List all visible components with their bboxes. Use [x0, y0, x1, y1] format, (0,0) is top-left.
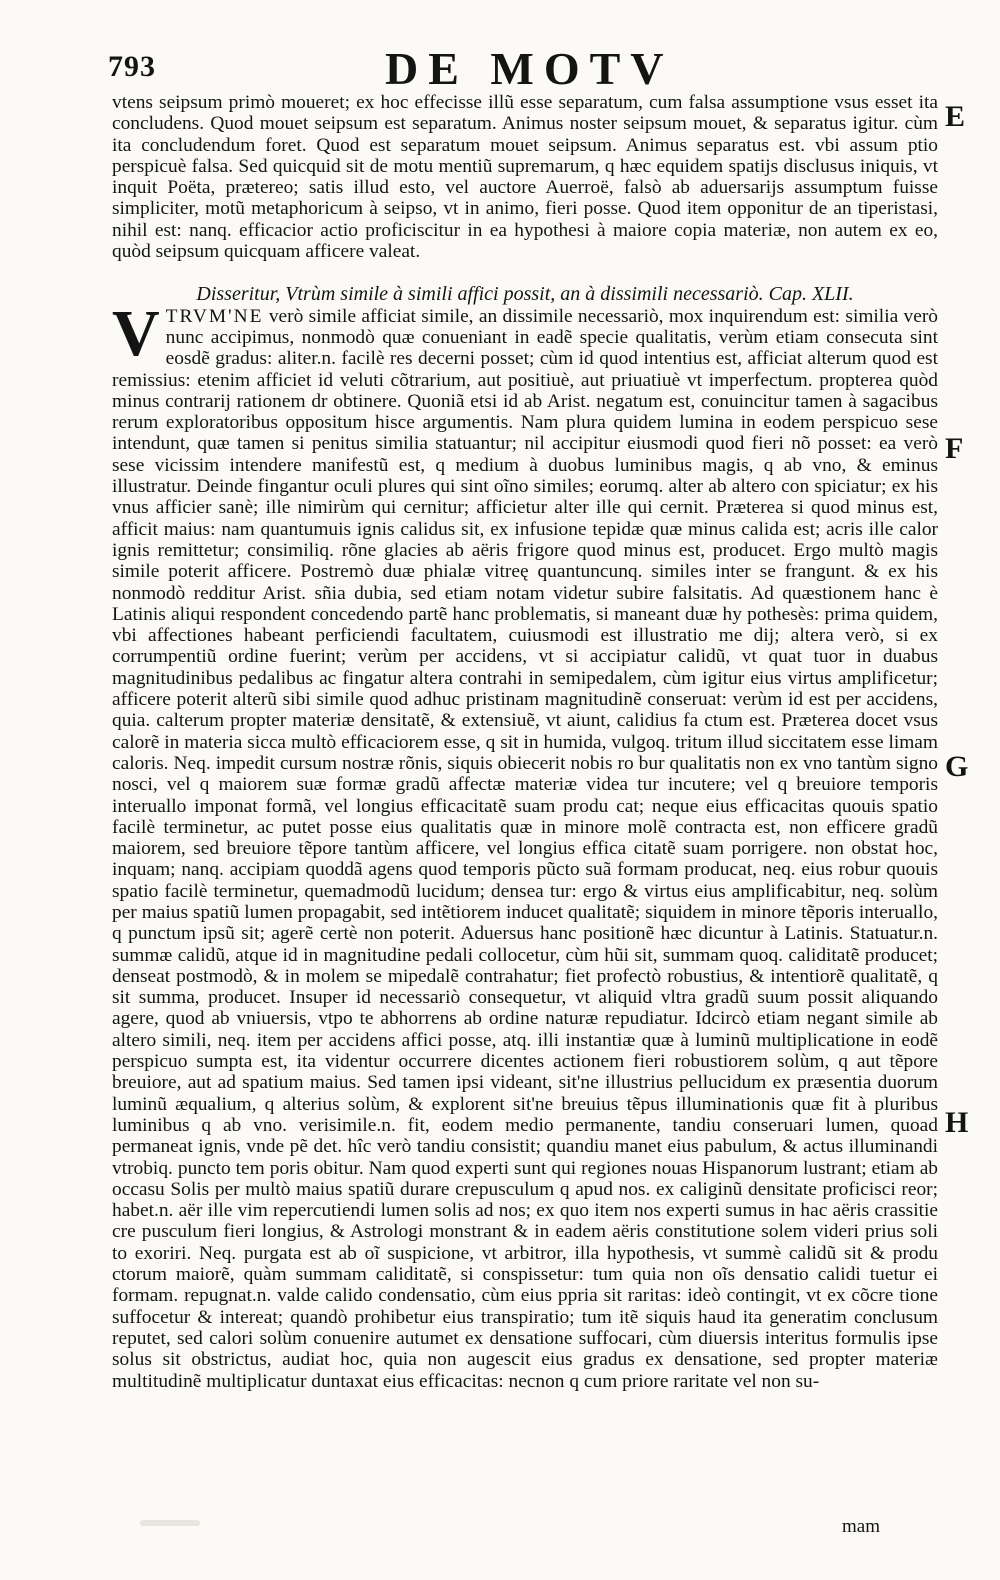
dropcap: V — [112, 296, 160, 370]
second-paragraph-text: verò simile afficiat simile, an dissimile necessariò, mox inquirendum est: similia verò nunc accipimus, nonmodò quæ conueniant in eadẽ specie qualitatis, verùm etiam consecuta sint eosdẽ gradus: aliter.n. facilè res decerni posset; cùm id quod intentius est, afficiat alterum quod est remissius: etenim afficiet id veluti cõtrarium, aut positiuè, aut priuatiuè vt imperfectum. propterea quòd minus contrarij rationem dr obtinere. Quoniã etsi id ab Arist. negatum est, conuincitur tamen à sagacibus rerum exploratoribus oppositum hisce argumentis. Nam plura quidem lumina in eodem perspicuo sese intendunt, quæ tamen si penitus similia statuantur; nil accipitur eiusmodi quod fieri nõ posset: ea verò sese vicissim intendere manifestũ est, q medium à duobus luminibus magis, q ab vno, & eminus illustratur. Deinde fingantur oculi plures qui sint oĩno similes; eorumq. alter ab altero con spiciatur; ex his vnus afficier sanè; ille nimirùm qui cernitur; afficietur alter ille qui cernit. Præterea si quod minus est, afficit maius: nam quantumuis ignis calidus sit, ex infusione tepidæ quæ minus calida est; acris ille calor ignis remittetur; consimiliq. rõne glacies ab aëris frigore quod minus est, producet. Ergo multò magis simile poterit afficere. Postremò duæ phialæ vitreę quantuncunq. similes inter se frangunt. & ex his nonmodò redditur Arist. sñia dubia, sed etiam notam videtur subire falsitatis. Ad quæstionem hanc è Latinis aliqui respondent concedendo partẽ hanc problematis, si maneant duæ hy pothesès: prima quidem, vbi affectiones habeant perficiendi facultatem, cuiusmodi est illustratio me dij; altera verò, si ex corrumpentiũ ordine fuerint; verùm per accidens, vt si accipiatur calidũ, vt quat tuor in duabus magnitudinibus pedalibus ac fingatur altera contrahi in semipedalem, cùm igitur eius virtus amplificetur; afficere poterit alterũ sibi simile quod adhuc pristinam magnitudinẽ conseruat: verùm id est per accidens, quia. calterum propter materiæ densitatẽ, & extensiuẽ, vt aiunt, calidius fa ctum est. Præterea docet vsus calorẽ in materia sicca multò efficaciorem esse, q sit in humida, vulgoq. tritum illud siccitatem esse limam caloris. Neq. impedit cursum nostræ rõnis, siquis obiecerit nobis ro bur qualitatis non ex vno tantùm signo nosci, vel q maiorem suæ formæ gradũ affectæ materiæ videa tur incutere; vel q breuiore temporis interuallo imponat formã, vel longius efficacitatẽ suam produ cat; neque eius efficacitas quouis spatio facilè terminetur, ac putet posse eius qualitatis quæ in minore molẽ contracta est, non efficere gradũ maiorem, sed breuiore tẽpore tantùm afficere, vel longius effica citatẽ suam porrigere. non obstat hoc, inquam; nanq. accipiam quoddã agens quod temporis pũcto suã formam producat, neq. eius robur quouis spatio facilè terminetur, quemadmodũ lucidum; densea tur: ergo & virtus eius amplificabitur, neq. solùm per maius spatiũ lumen propagabit, sed intẽtiorem inducet qualitatẽ; siquidem in minore tẽporis interuallo, q punctum ipsũ sit; agerẽ certè non poterit. Aduersus hanc positionẽ hæc dicuntur à Latinis. Statuatur.n. summæ calidũ, atque id in magnitudine pedali collocetur, cùm hũi sit, summam quoq. caliditatẽ producet; denseat postmodò, & in molem se mipedalẽ contrahatur; fiet profectò robustius, & intentiorẽ qualitatẽ, q sit summa, producet. Insuper id necessariò consequetur, vt aliquid vltra gradũ suum possit aliquando agere, quod ab vniuersis, vtpo te abhorrens ab ordine naturæ repudiatur. Idcircò etiam negant simile ab altero simili, neq. item per accidens affici posse, atq. illi instantiæ quæ à luminũ multiplicatione in eodẽ perspicuo sumpta est, ita videntur occurrere dicentes actionem fieri robustiorem solùm, q aut tẽpore breuiore, aut ad spatium maius. Sed tamen ipsi videant, sit'ne illustrius pellucidum ex præsentia duorum luminũ æqualium, q alterius solùm, & explorent sit'ne breuius tẽpus illuminationis quæ fit à pluribus luminibus q ab vno. verisimile.n. fit, eodem medio permanente, tandiu conseruari lumen, quoad permaneat ignis, vnde pẽ det. hîc verò tandiu consistit; quandiu manet eius pabulum, & actus illuminandi vtrobiq. puncto tem poris obitur. Nam quod experti sunt qui regiones nouas Hispanorum lustrant; etiam ab occasu Solis per multò maius spatiũ durare crepusculum q apud nos. ex caliginũ densitate proficisci reor; habet.n. aër ille vim repercutiendi lumen solis ad nos; ex quo item nos experti sumus in hac aëris crassitie cre pusculum fieri longius, & Astrologi monstrant & in eadem aëris constitutione solem videri prius soli to exoriri. Neq. purgata est ab oĩ suspicione, vt arbitror, illa hypothesis, vt summè calidũ sit & produ ctorum maiorẽ, quàm summam caliditatẽ, si conspissetur: tum quia non oĩs densatio calidi tuetur ei formam. repugnat.n. valde calido condensatio, cùm eius ppria sit raritas: ideò contingit, vt ex cõcre tione suffocetur & intereat; quandò prohibetur eius transpiratio; tum itẽ siquis haud ita generatim conclusum reputet, sed calori solùm conuenire autumet ex densatione suffocari, cùm diuersis interitus formulis ipse solus sit obstrictus, audiat hoc, quia non augescit eius gradus ex densatione, sed propter materiæ multitudinẽ multiplicatur duntaxat eius efficacitas: necnon q cum priore raritate vel non su- — [112, 305, 938, 1392]
running-head: DE MOTV — [385, 43, 674, 94]
catchword: mam — [842, 1516, 880, 1537]
body-text — [112, 92, 938, 1392]
margin-letter-h: H — [945, 1106, 969, 1139]
margin-letter-f: F — [945, 432, 964, 465]
page-stain — [140, 1520, 200, 1526]
second-paragraph — [112, 296, 938, 1392]
page-number: 793 — [108, 50, 156, 83]
first-paragraph: vtens seipsum primò moueret; ex hoc effecisse illũ esse separatum, cum falsa assumptione vsus esset ita concludens. Quod mouet seipsum est separatum. Animus noster seipsum mouet, & separatus igitur. cùm ita concludendum foret. Quod est separatum mouet seipsum. Animus separatus est. vbi assum ptio perspicuè falsa. Sed quicquid sit de motu mentiũ supremarum, q hæc equidem spatijs disclusus iniquis, vt inquit Poëta, prætereo; satis illud esto, vel auctore Auerroë, falsò ab aduersarijs assumptum fuisse simpliciter, motũ metaphoricum à seipso, vt in animo, fieri posse. Quod item opponitur de an tiperistasi, nihil est: nanq. efficacior actio proficiscitur in ea hypothesi à maiore copia materiæ, non autem ex eo, quòd seipsum quicquam afficere valeat. — [112, 92, 938, 263]
margin-letter-g: G — [945, 750, 969, 783]
opening-caps: TRVM'NE — [165, 305, 264, 327]
chapter-heading: Disseritur, Vtrùm simile à simili affici possit, an à dissimili necessariò. Cap. XLII. — [196, 283, 854, 306]
margin-letter-e: E — [945, 100, 966, 133]
